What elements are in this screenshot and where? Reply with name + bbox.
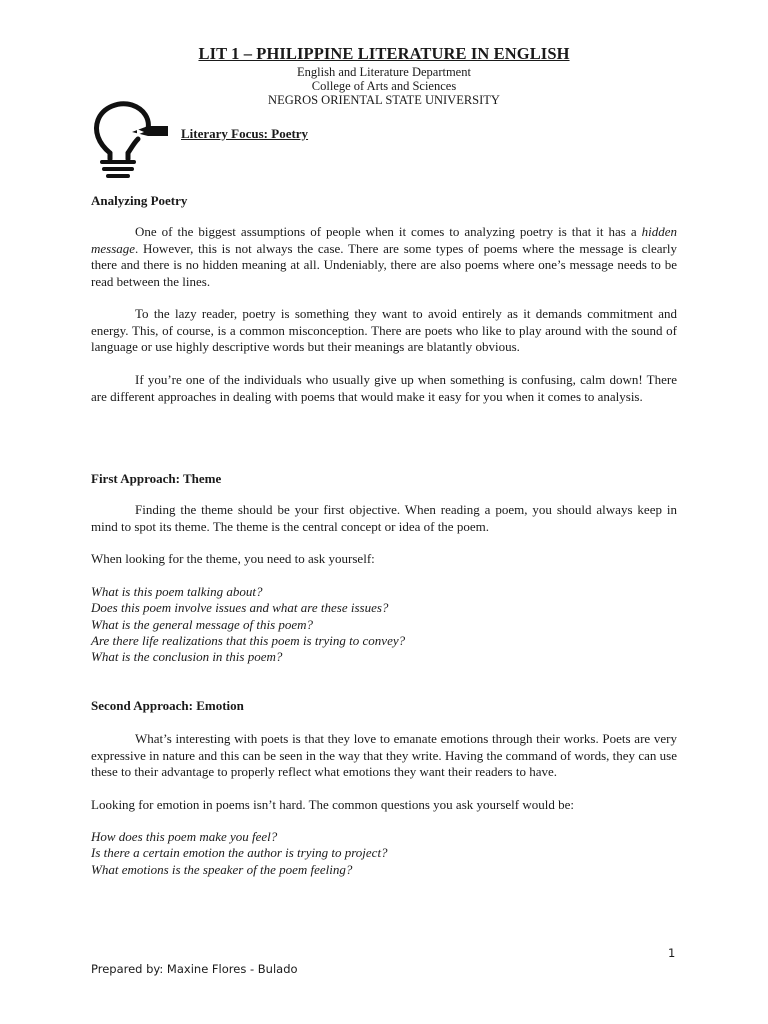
paragraph-assumptions-start: One of the biggest assumptions of people when it comes to analyzing poetry is that it has a: [135, 224, 642, 239]
paragraph-emotion-text: What’s interesting with poets is that they love to emanate emotions through their works. Poets are very expressive in nature and this can be seen in the way that they write. Having the command of words, they can use these to their advantage to properly reflect what emotions they want their readers to have.: [91, 731, 677, 779]
heading-analyzing-poetry: Analyzing Poetry: [91, 193, 188, 208]
paragraph-assumptions: [91, 224, 677, 290]
literary-focus-label: Literary Focus: Poetry: [181, 126, 309, 141]
list-item: How does this poem make you feel?: [91, 829, 278, 844]
theme-question-list: [91, 584, 405, 665]
lightbulb-icon: [88, 99, 170, 181]
emotion-question-list: [91, 829, 388, 878]
list-item: What emotions is the speaker of the poem feeling?: [91, 861, 353, 877]
college-line: College of Arts and Sciences: [311, 79, 457, 93]
paragraph-lazy-reader: [91, 306, 677, 356]
list-item: What is this poem talking about?: [91, 584, 263, 599]
emotion-prompt: Looking for emotion in poems isn’t hard. The common questions you ask yourself would be:: [91, 797, 574, 812]
paragraph-give-up-text: If you’re one of the individuals who usually give up when something is confusing, calm down! There are different approaches in dealing with poems that would make it easy for you when it comes to analysis.: [91, 372, 677, 404]
university-line: NEGROS ORIENTAL STATE UNIVERSITY: [268, 93, 500, 107]
paragraph-emotion: [91, 731, 677, 781]
department-line: English and Literature Department: [297, 65, 471, 79]
list-item: Does this poem involve issues and what are these issues?: [91, 600, 389, 616]
paragraph-lazy-reader-text: To the lazy reader, poetry is something they want to avoid entirely as it demands commitment and energy. This, of course, is a common misconception. There are poets who like to play around with the sound of language or use highly descriptive words but their meanings are blatantly obvious.: [91, 306, 677, 354]
list-item: Is there a certain emotion the author is trying to project?: [91, 845, 388, 861]
paragraph-theme: [91, 502, 677, 535]
list-item: What is the general message of this poem?: [91, 616, 314, 632]
heading-first-approach: First Approach: Theme: [91, 471, 222, 486]
prepared-by-footer: Prepared by: Maxine Flores - Bulado: [91, 962, 298, 976]
paragraph-theme-text: Finding the theme should be your first objective. When reading a poem, you should always keep in mind to spot its theme. The theme is the central concept or idea of the poem.: [91, 502, 677, 534]
emphasis-hidden-message: hidden message: [91, 224, 677, 256]
list-item: Are there life realizations that this poem is trying to convey?: [91, 632, 406, 648]
paragraph-assumptions-end: . However, this is not always the case. There are some types of poems where the message is clearly there and there is no hidden meaning at all. Undeniably, there are also poems where one’s message needs to be read between the lines.: [91, 240, 677, 289]
paragraph-give-up: [91, 372, 677, 405]
heading-second-approach: Second Approach: Emotion: [91, 698, 244, 713]
document-title: LIT 1 – PHILIPPINE LITERATURE IN ENGLISH: [198, 44, 570, 63]
page-number: 1: [668, 946, 676, 960]
list-item: What is the conclusion in this poem?: [91, 649, 283, 665]
theme-prompt: When looking for the theme, you need to ask yourself:: [91, 551, 375, 566]
